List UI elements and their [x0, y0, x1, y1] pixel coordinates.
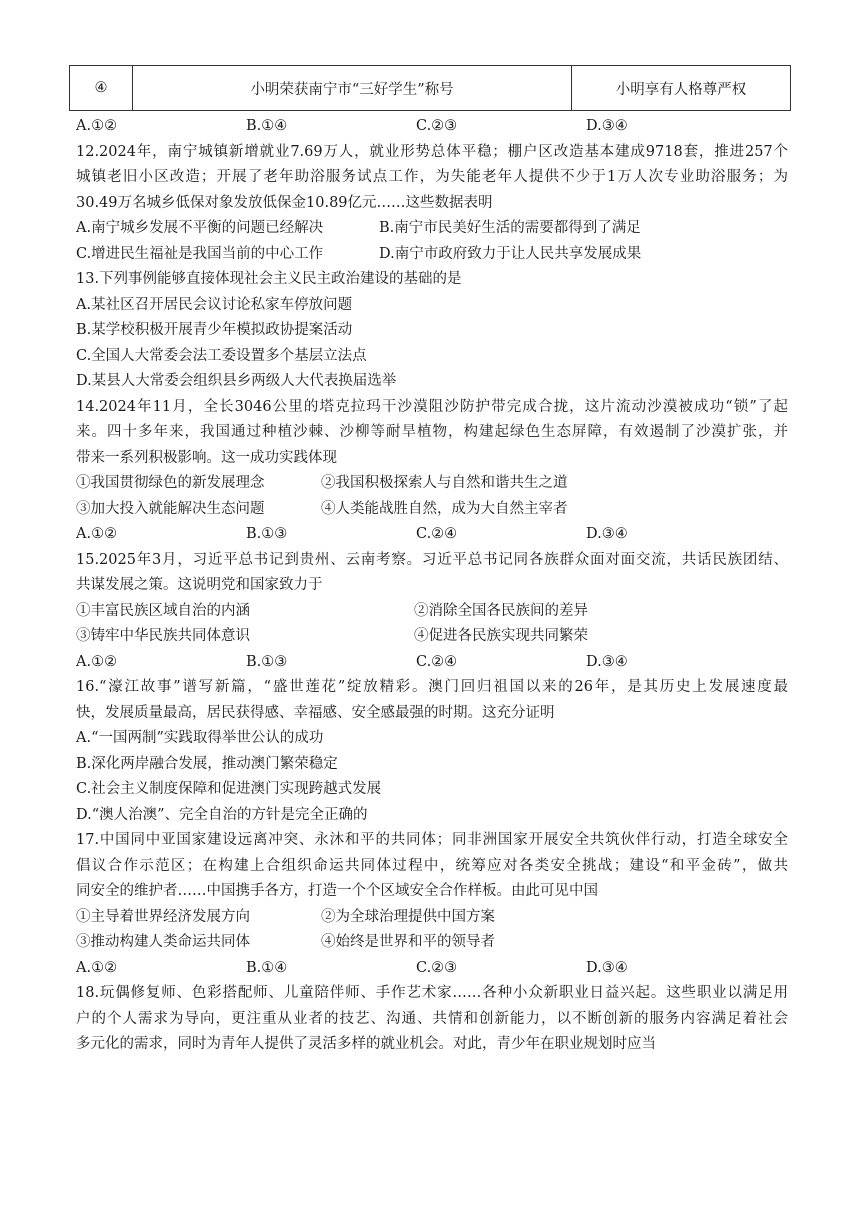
- table-cell-right: 小明享有人格尊严权: [572, 66, 791, 111]
- statement: ①我国贯彻绿色的新发展理念: [76, 475, 265, 491]
- option[interactable]: D.南宁市政府致力于让人民共享发展成果: [379, 245, 642, 262]
- option[interactable]: D.③④: [586, 653, 628, 670]
- question-15: [76, 548, 788, 676]
- option[interactable]: C.增进民生福祉是我国当前的中心工作: [76, 245, 324, 262]
- option[interactable]: B.①③: [246, 526, 288, 542]
- statement: ③铸牢中华民族共同体意识: [76, 628, 250, 644]
- question-stem: 共谋发展之策。这说明党和国家致力于: [76, 577, 323, 593]
- option[interactable]: B.深化两岸融合发展，推动澳门繁荣稳定: [76, 755, 338, 772]
- option[interactable]: A.①②: [76, 526, 118, 542]
- question-17: [76, 828, 788, 981]
- option[interactable]: A.某社区召开居民会议讨论私家车停放问题: [76, 296, 353, 313]
- question-stem: 户的个人需求为导向，更注重从业者的技艺、沟通、共情和创新能力，以不断创新的服务内容满足着社会: [76, 1010, 788, 1027]
- statement: ④促进各民族实现共同繁荣: [414, 628, 588, 644]
- statements-row: [76, 930, 788, 956]
- question-16: [76, 675, 788, 828]
- question-13: [76, 267, 788, 395]
- option[interactable]: A.“一国两制”实践取得举世公认的成功: [76, 730, 324, 746]
- statement: ②我国积极探索人与自然和谐共生之道: [321, 475, 568, 491]
- statement: ②消除全国各民族间的差异: [414, 602, 588, 619]
- option[interactable]: D.“澳人治澳”、完全自治的方针是完全正确的: [76, 806, 368, 823]
- option[interactable]: B.南宁市民美好生活的需要都得到了满足: [379, 220, 641, 236]
- options-row: [76, 242, 788, 268]
- question-stem: 16.“濠江故事”谱写新篇，“盛世莲花”绽放精彩。澳门回归祖国以来的26年，是其历史上发展速度最: [76, 679, 788, 695]
- option[interactable]: B.①③: [246, 653, 288, 670]
- option[interactable]: A.①②: [76, 959, 118, 976]
- question-14: [76, 395, 788, 548]
- option[interactable]: A.南宁城乡发展不平衡的问题已经解决: [76, 220, 324, 236]
- question-stem: 来。四十多年来，我国通过种植沙棘、沙柳等耐旱植物，构建起绿色生态屏障，有效遏制了沙漠扩张，并: [76, 424, 788, 440]
- statement: ④人类能战胜自然，成为大自然主宰者: [321, 500, 568, 517]
- question-12: [76, 140, 788, 268]
- option[interactable]: D.③④: [586, 959, 628, 976]
- statement: ④始终是世界和平的领导者: [321, 934, 495, 950]
- statement: ①主导着世界经济发展方向: [76, 908, 250, 925]
- question-stem: 14.2024年11月，全长3046公里的塔克拉玛干沙漠阻沙防护带完成合拢，这片流动沙漠被成功“锁”了起: [76, 398, 788, 415]
- question-stem: 17.中国同中亚国家建设远离冲突、永沐和平的共同体；同非洲国家开展安全共筑伙伴行动，打造全球安全: [76, 832, 788, 848]
- option[interactable]: B.①④: [246, 959, 288, 976]
- statement: ③加大投入就能解决生态问题: [76, 500, 265, 517]
- table-cell-num: ④: [70, 66, 133, 111]
- question-stem: 18.玩偶修复师、色彩搭配师、儿童陪伴师、手作艺术家……各种小众新职业日益兴起。这些职业以满足用: [76, 985, 788, 1001]
- question-stem: 13.下列事例能够直接体现社会主义民主政治建设的基础的是: [76, 271, 462, 287]
- statements-row: [76, 905, 788, 931]
- question-stem: 快，发展质量最高，居民获得感、幸福感、安全感最强的时期。这充分证明: [76, 704, 555, 721]
- statement: ③推动构建人类命运共同体: [76, 934, 250, 950]
- statements-row: [76, 624, 788, 650]
- option[interactable]: A.①②: [76, 118, 118, 134]
- option[interactable]: B.某学校积极开展青少年模拟政协提案活动: [76, 322, 353, 338]
- options-row: [76, 216, 788, 242]
- question-stem: 多元化的需求，同时为青年人提供了灵活多样的就业机会。对此，青少年在职业规划时应当: [76, 1036, 656, 1052]
- options-row: [76, 522, 788, 548]
- question-stem: 城镇老旧小区改造；开展了老年助浴服务试点工作，为失能老年人提供不少于1万人次专业助浴服务；为: [76, 169, 788, 185]
- questions: [76, 114, 788, 1058]
- question-stem: 带来一系列积极影响。这一成功实践体现: [76, 449, 337, 466]
- options-row: [76, 956, 788, 982]
- option[interactable]: C.社会主义制度保障和促进澳门实现跨越式发展: [76, 781, 382, 797]
- statements-row: [76, 599, 788, 625]
- option[interactable]: A.①②: [76, 653, 118, 670]
- statements-row: [76, 497, 788, 523]
- option[interactable]: C.②④: [416, 526, 458, 542]
- option[interactable]: D.某县人大常委会组织县乡两级人大代表换届选举: [76, 373, 397, 389]
- options-row: [76, 650, 788, 676]
- table-row: [70, 66, 791, 111]
- statement: ①丰富民族区域自治的内涵: [76, 602, 250, 619]
- question-stem: 同安全的维护者……中国携手各方，打造一个个区域安全合作样板。由此可见中国: [76, 883, 598, 899]
- option[interactable]: D.③④: [586, 118, 628, 134]
- answer-table: [69, 65, 791, 111]
- option[interactable]: D.③④: [586, 526, 628, 542]
- question-stem: 12.2024年，南宁城镇新增就业7.69万人，就业形势总体平稳；棚户区改造基本建成9718套，推进257个: [76, 143, 788, 160]
- statement: ②为全球治理提供中国方案: [321, 908, 495, 925]
- question-stem: 15.2025年3月，习近平总书记到贵州、云南考察。习近平总书记同各族群众面对面交流，共话民族团结、: [76, 551, 788, 568]
- question-18: [76, 981, 788, 1058]
- option[interactable]: C.全国人大常委会法工委设置多个基层立法点: [76, 347, 367, 364]
- statements-row: [76, 471, 788, 497]
- option[interactable]: C.②③: [416, 118, 458, 134]
- table-cell-event: 小明荣获南宁市“三好学生”称号: [133, 66, 572, 111]
- option[interactable]: B.①④: [246, 118, 288, 134]
- q11-options: [76, 114, 788, 140]
- question-stem: 倡议合作示范区；在构建上合组织命运共同体过程中，统筹应对各类安全挑战；建设“和平金砖”，做共: [76, 857, 788, 874]
- question-stem: 30.49万名城乡低保对象发放低保金10.89亿元……这些数据表明: [76, 194, 493, 211]
- option[interactable]: C.②③: [416, 959, 458, 976]
- option[interactable]: C.②④: [416, 653, 458, 670]
